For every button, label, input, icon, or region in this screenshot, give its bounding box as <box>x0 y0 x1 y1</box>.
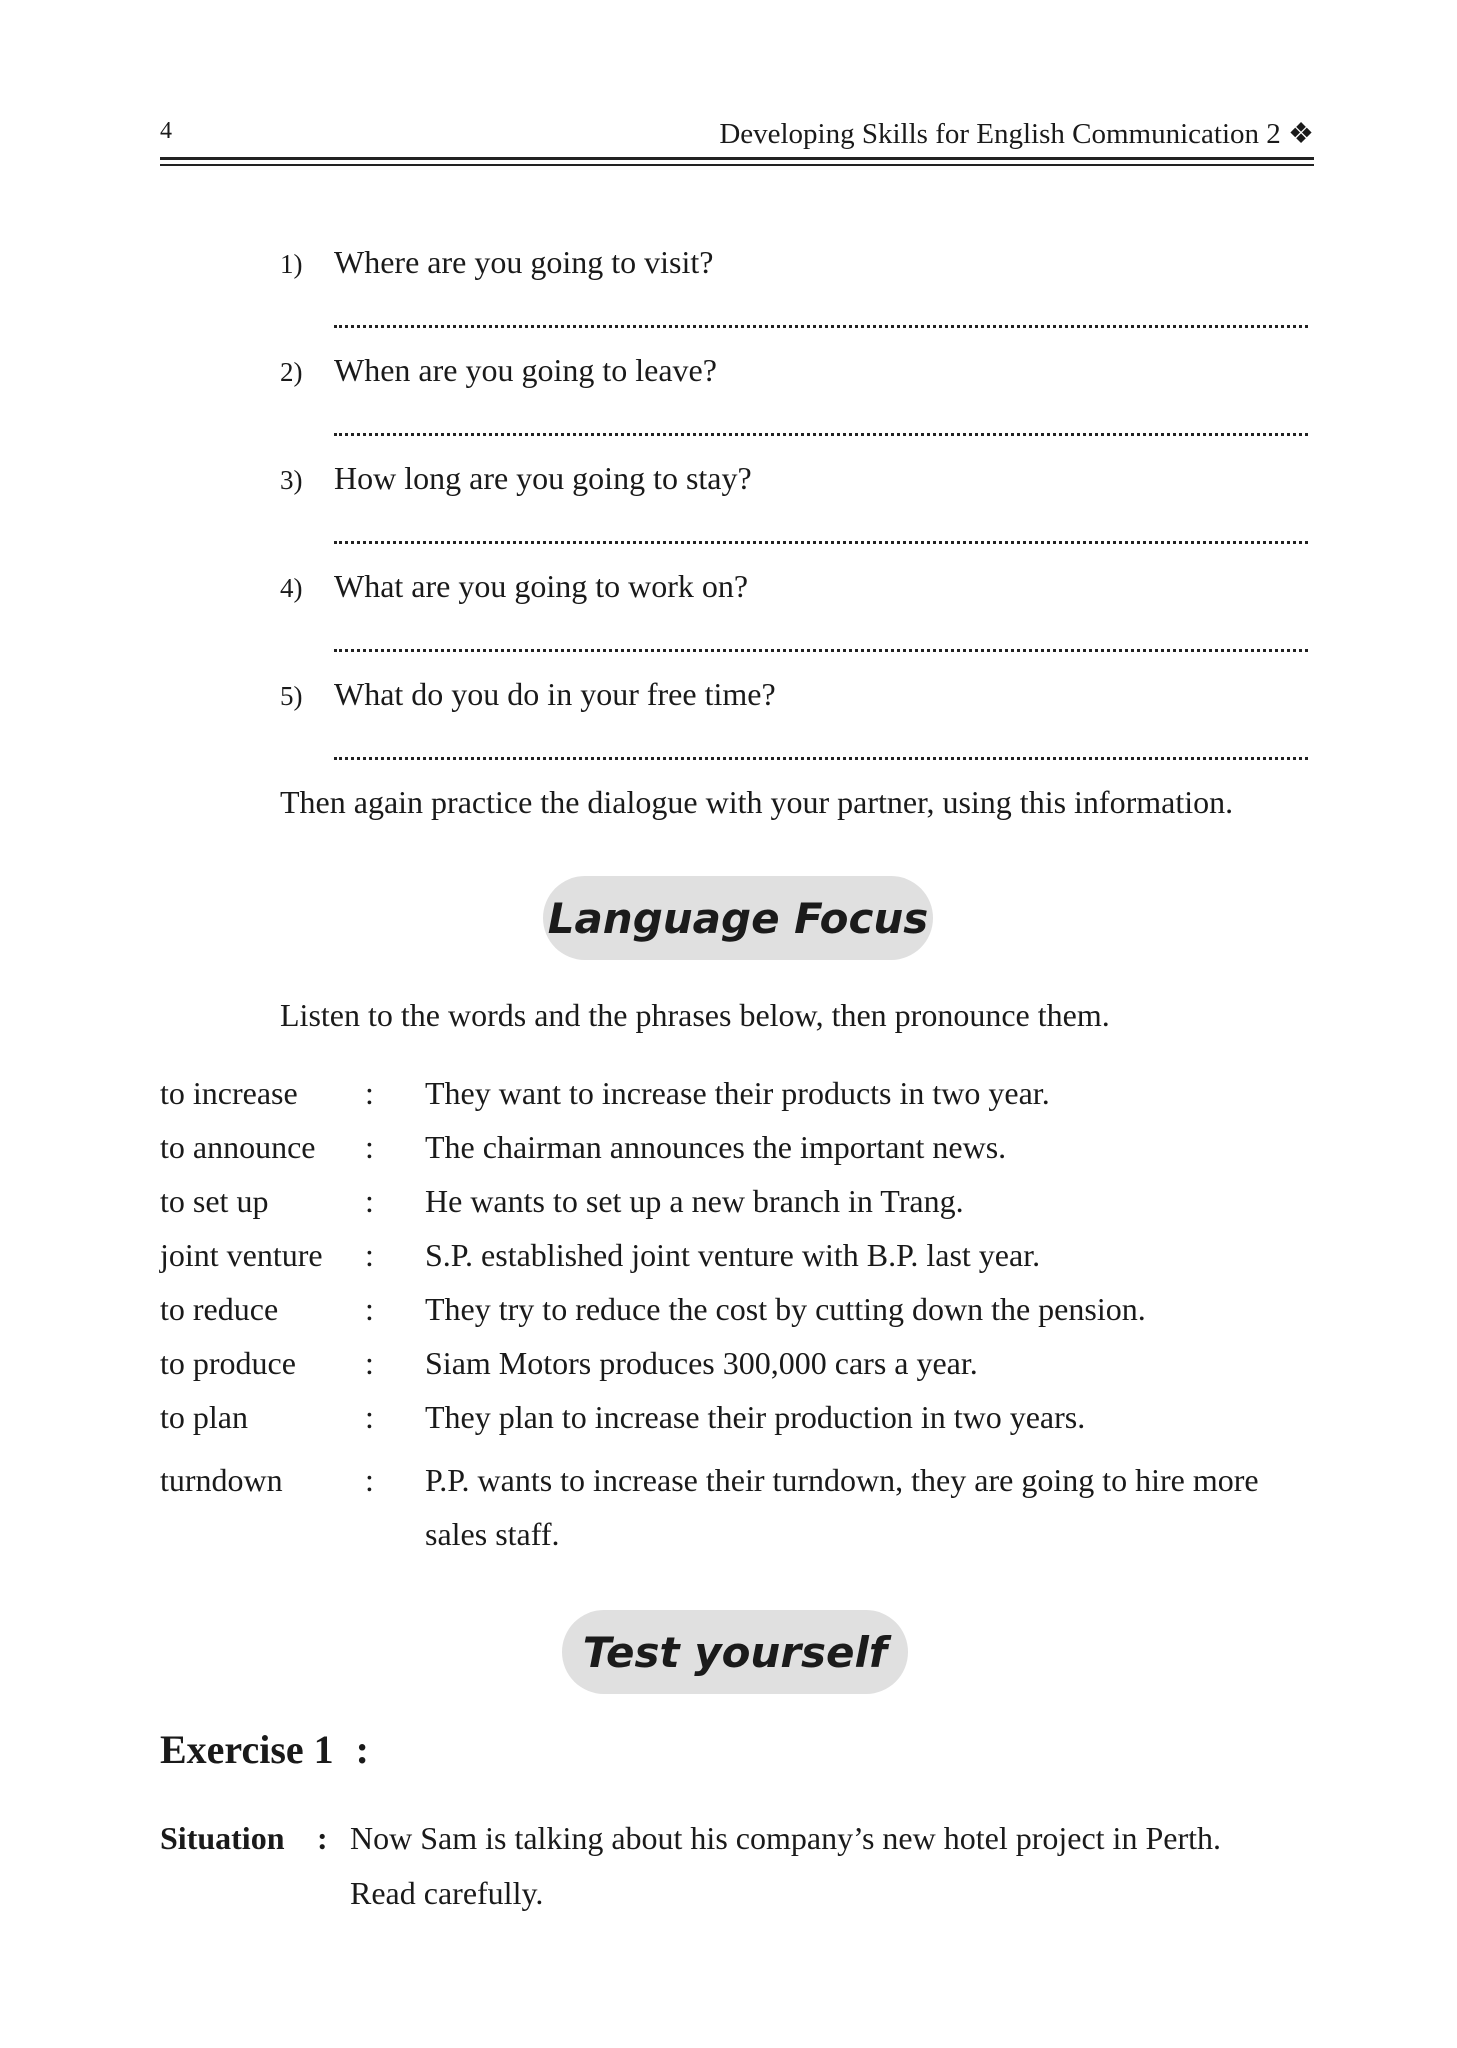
question-number: 3) <box>280 465 303 495</box>
vocab-term: to produce <box>160 1345 296 1381</box>
language-focus-heading: Language Focus <box>543 876 933 960</box>
vocab-colon: : <box>365 1462 374 1498</box>
vocab-colon: : <box>365 1183 374 1219</box>
situation-colon: : <box>317 1820 328 1856</box>
running-title: Developing Skills for English Communication 2 ❖ <box>719 118 1314 150</box>
vocab-colon: : <box>365 1291 374 1327</box>
vocab-row <box>160 1399 1320 1453</box>
vocab-term: to plan <box>160 1399 248 1435</box>
vocab-sentence: They want to increase their products in two year. <box>425 1075 1050 1111</box>
question-item <box>280 676 776 713</box>
practice-instruction: Then again practice the dialogue with your partner, using this information. <box>280 784 1234 820</box>
vocab-sentence: P.P. wants to increase their turndown, they are going to hire more sales staff. <box>425 1462 1259 1552</box>
exercise-label: Exercise 1 <box>160 1727 334 1772</box>
vocab-row <box>160 1453 1320 1561</box>
situation-text: Now Sam is talking about his company’s new hotel project in Perth. <box>350 1820 1221 1856</box>
vocab-row <box>160 1075 1320 1129</box>
exercise-colon: : <box>355 1727 369 1772</box>
vocab-colon: : <box>365 1237 374 1273</box>
vocab-term: to increase <box>160 1075 298 1111</box>
question-number: 4) <box>280 573 303 603</box>
answer-line[interactable] <box>334 433 1308 436</box>
vocab-colon: : <box>365 1345 374 1381</box>
header-rule-thin <box>160 164 1314 166</box>
question-text: How long are you going to stay? <box>334 460 752 496</box>
listen-instruction: Listen to the words and the phrases below, then pronounce them. <box>280 997 1110 1033</box>
question-number: 2) <box>280 357 303 387</box>
vocab-sentence: They plan to increase their production in two years. <box>425 1399 1086 1435</box>
vocab-term: to reduce <box>160 1291 279 1327</box>
exercise-heading <box>160 1726 369 1773</box>
situation-text-continued: Read carefully. <box>350 1875 544 1911</box>
vocab-colon: : <box>365 1129 374 1165</box>
vocabulary-list <box>160 1075 1320 1561</box>
page-number: 4 <box>160 118 172 144</box>
question-number: 1) <box>280 249 303 279</box>
question-text: What are you going to work on? <box>334 568 749 604</box>
vocab-sentence: The chairman announces the important news. <box>425 1129 1007 1165</box>
answer-line[interactable] <box>334 325 1308 328</box>
vocab-row <box>160 1237 1320 1291</box>
vocab-term: to set up <box>160 1183 269 1219</box>
question-item <box>280 244 713 281</box>
vocab-colon: : <box>365 1075 374 1111</box>
vocab-row <box>160 1183 1320 1237</box>
question-number: 5) <box>280 681 303 711</box>
vocab-term: joint venture <box>160 1237 323 1273</box>
vocab-sentence: He wants to set up a new branch in Trang. <box>425 1183 964 1219</box>
vocab-term: turndown <box>160 1462 283 1498</box>
question-text: When are you going to leave? <box>334 352 717 388</box>
answer-line[interactable] <box>334 757 1308 760</box>
vocab-sentence: They try to reduce the cost by cutting down the pension. <box>425 1291 1146 1327</box>
question-text: What do you do in your free time? <box>334 676 776 712</box>
question-item <box>280 568 748 605</box>
vocab-row <box>160 1291 1320 1345</box>
vocab-row <box>160 1345 1320 1399</box>
question-item <box>280 460 752 497</box>
answer-line[interactable] <box>334 649 1308 652</box>
situation-label: Situation <box>160 1820 285 1856</box>
answer-line[interactable] <box>334 541 1308 544</box>
vocab-row <box>160 1129 1320 1183</box>
test-yourself-heading: Test yourself <box>562 1610 908 1694</box>
question-item <box>280 352 717 389</box>
vocab-term: to announce <box>160 1129 316 1165</box>
vocab-colon: : <box>365 1399 374 1435</box>
header-rule-thick <box>160 157 1314 160</box>
question-text: Where are you going to visit? <box>334 244 714 280</box>
vocab-sentence: S.P. established joint venture with B.P. last year. <box>425 1237 1041 1273</box>
vocab-sentence: Siam Motors produces 300,000 cars a year. <box>425 1345 978 1381</box>
